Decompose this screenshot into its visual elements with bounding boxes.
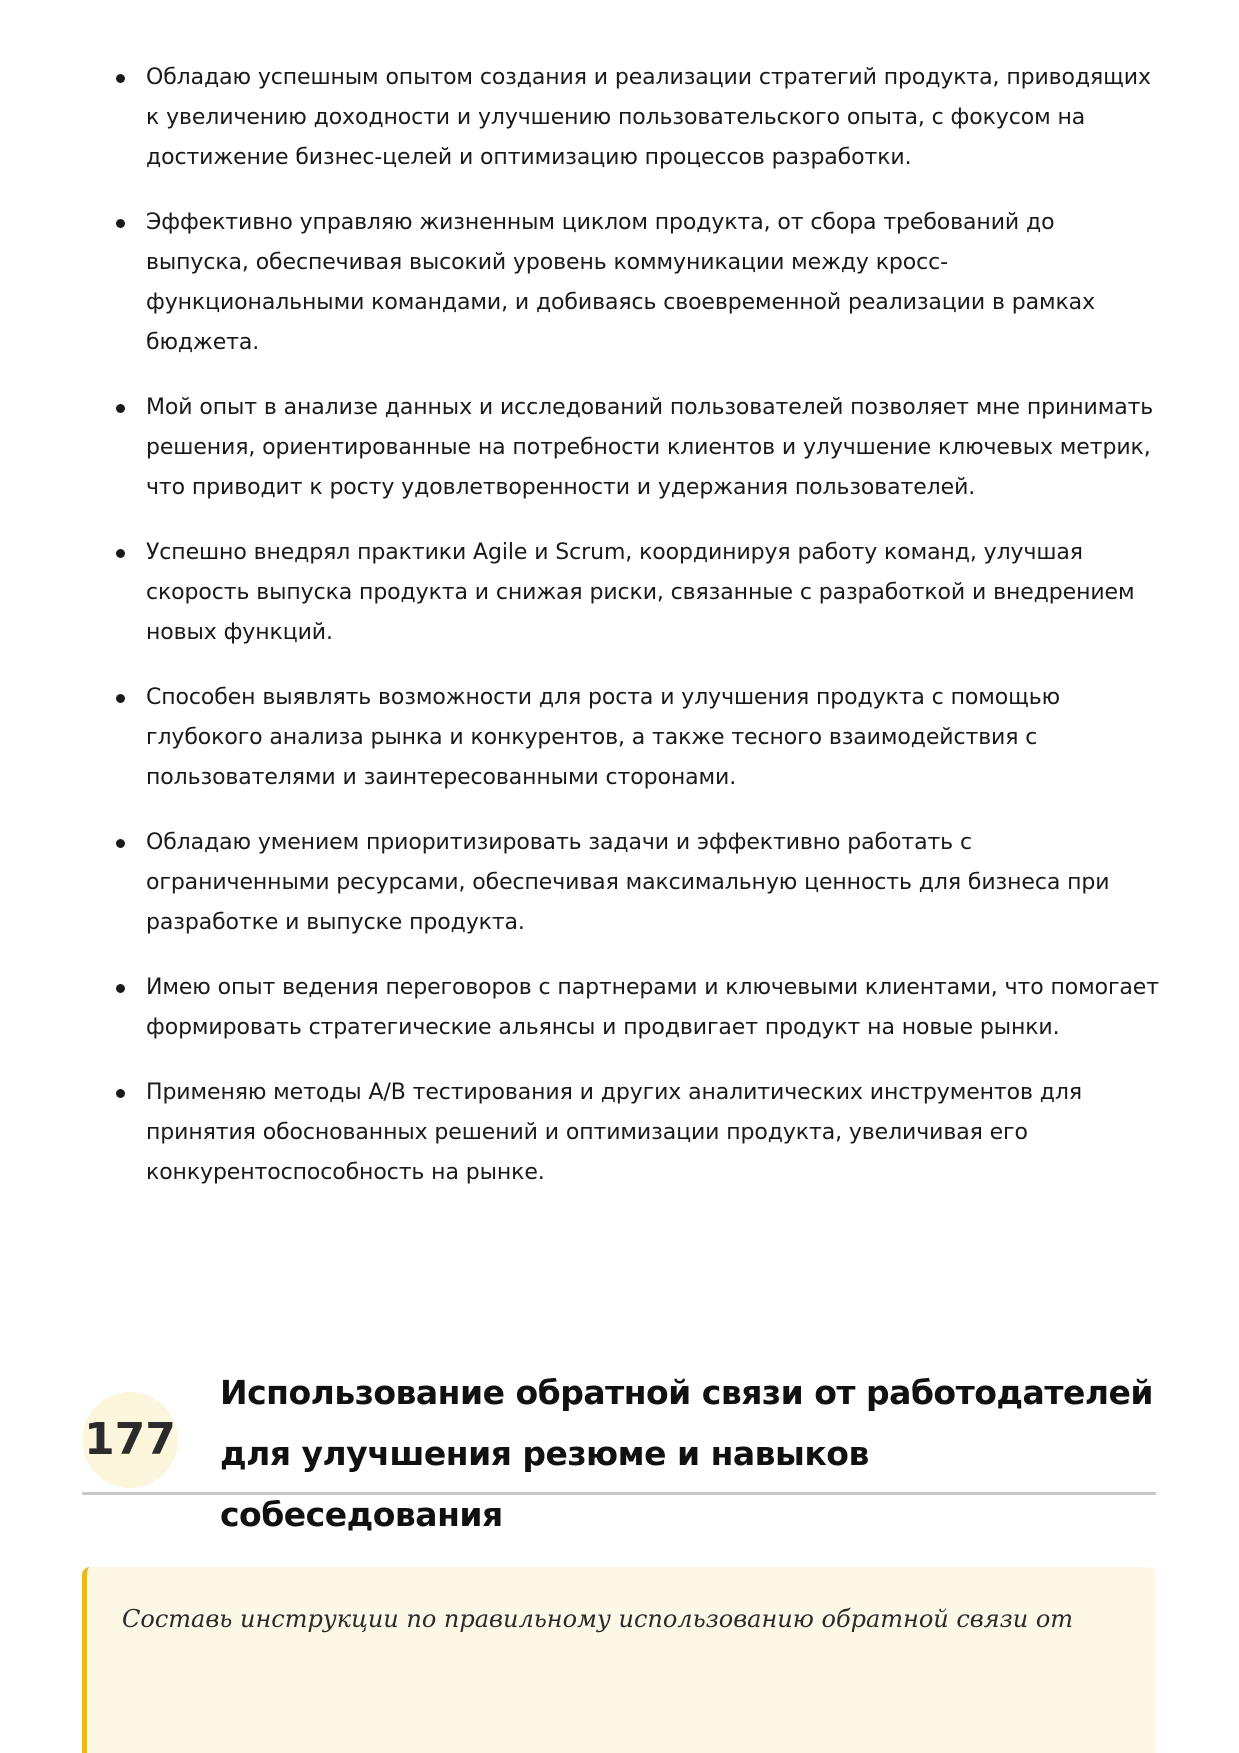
list-item-text: Имею опыт ведения переговоров с партнерами и ключевыми клиентами, что помогает формировать стратегические альянсы и продвигает продукт на новые рынки. [146,975,1159,1040]
prompt-callout [82,1567,1156,1753]
list-item-text: Обладаю умением приоритизировать задачи и эффективно работать с ограниченными ресурсами, обеспечивая максимальную ценность для бизнеса при разработке и выпуске продукта. [146,830,1110,935]
bullet-icon [116,219,125,228]
list-item-text: Успешно внедрял практики Agile и Scrum, координируя работу команд, улучшая скорость выпуска продукта и снижая риски, связанные с разработкой и внедрением новых функций. [146,540,1135,645]
bullet-icon [116,984,125,993]
list-item-text: Эффективно управляю жизненным циклом продукта, от сбора требований до выпуска, обеспечивая высокий уровень коммуникации между кросс-функциональными командами, и добиваясь своевременной реализации в рамках бюджета. [146,210,1095,355]
bullet-icon [116,694,125,703]
list-item-text: Мой опыт в анализе данных и исследований пользователей позволяет мне принимать решения, ориентированные на потребности клиентов и улучшение ключевых метрик, что приводит к росту удовлетворенности и удержания пользователей. [146,395,1154,500]
bullet-icon [116,549,125,558]
list-item [116,1073,1162,1193]
prompt-text: Составь инструкции по правильному использованию обратной связи от [122,1605,1074,1633]
list-item-text: Обладаю успешным опытом создания и реализации стратегий продукта, приводящих к увеличению доходности и улучшению пользовательского опыта, с фокусом на достижение бизнес-целей и оптимизацию процессов разработки. [146,65,1151,170]
list-item [116,968,1162,1048]
list-item [116,58,1162,178]
list-item-text: Применяю методы A/B тестирования и других аналитических инструментов для принятия обоснованных решений и оптимизации продукта, увеличивая его конкурентоспособность на рынке. [146,1080,1082,1185]
list-item [116,533,1162,653]
list-item [116,203,1162,363]
bullet-list [116,58,1162,1218]
list-item [116,388,1162,508]
section-title: Использование обратной связи от работодателей для улучшения резюме и навыков собеседования [220,1373,1154,1534]
bullet-icon [116,1089,125,1098]
list-item-text: Способен выявлять возможности для роста и улучшения продукта с помощью глубокого анализа рынка и конкурентов, а также тесного взаимодействия с пользователями и заинтересованными сторонами. [146,685,1060,790]
list-item [116,823,1162,943]
list-item [116,678,1162,798]
bullet-icon [116,404,125,413]
section-header [82,1362,1156,1534]
bullet-icon [116,74,125,83]
section-number-badge: 177 [82,1392,178,1488]
bullet-icon [116,839,125,848]
